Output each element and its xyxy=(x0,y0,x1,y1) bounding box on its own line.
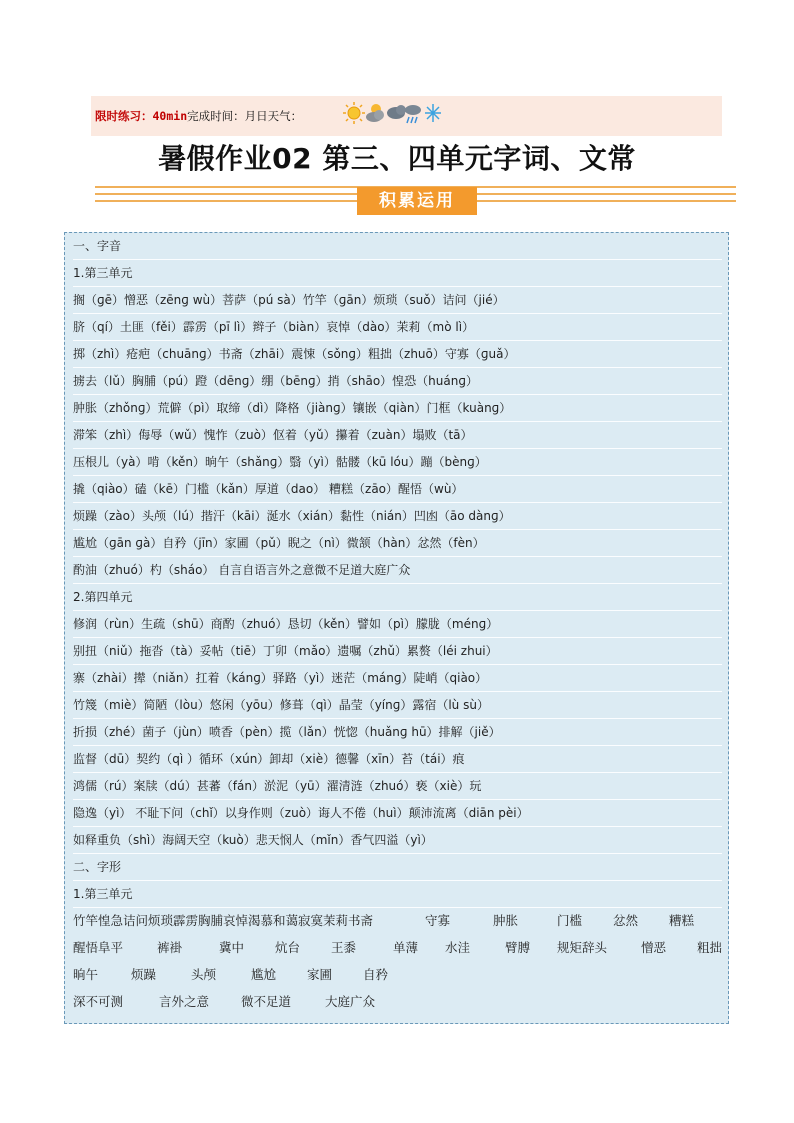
word-item: 肿胀 xyxy=(493,913,519,928)
word-row xyxy=(73,962,724,988)
word-item: 深不可测 xyxy=(73,994,124,1009)
content-line: 1.第三单元 xyxy=(73,260,722,287)
word-row xyxy=(73,989,724,1015)
content-line: 烦躁（zào）头颅（lú）揩汗（kāi）涎水（xián）黏性（nián）凹凼（āo dànɡ） xyxy=(73,503,722,530)
content-line: 鸿儒（rú）案牍（dú）甚蕃（fán）淤泥（yū）濯清涟（zhuó）亵（xiè）玩 xyxy=(73,773,722,800)
header-banner xyxy=(91,96,722,136)
content-line: 掷（zhì）疮疤（chuānɡ）书斋（zhāi）震悚（sǒnɡ）粗拙（zhuō）守寡（ɡuǎ） xyxy=(73,341,722,368)
word-item: 单薄 xyxy=(393,940,419,955)
weather-icons xyxy=(343,98,443,132)
content-line: 一、字音 xyxy=(73,233,722,260)
content-line: 竹篾（miè）简陋（lòu）悠闲（yōu）修葺（qì）晶莹（yínɡ）露宿（lù sù） xyxy=(73,692,722,719)
word-item: 竹竿惶急诘问烦琐霹雳胸脯哀悼渴慕和蔼寂寞茉莉书斋 xyxy=(73,913,374,928)
word-item: 守寡 xyxy=(425,913,451,928)
content-line: 滞笨（zhì）侮辱（wǔ）愧怍（zuò）伛着（yǔ）攥着（zuàn）塌败（tā） xyxy=(73,422,722,449)
content-line: 酌油（zhuó）杓（sháo） 自言自语言外之意微不足道大庭广众 xyxy=(73,557,722,584)
limit-time: 40min xyxy=(152,109,188,123)
word-item: 微不足道 xyxy=(241,994,292,1009)
word-item: 门槛 xyxy=(557,913,583,928)
sun-icon xyxy=(343,102,365,124)
word-item: 王黍 xyxy=(331,940,357,955)
cloud-icon xyxy=(387,105,406,119)
word-item: 炕台 xyxy=(275,940,301,955)
word-item: 家圃 xyxy=(307,967,333,982)
word-item: 憎恶 xyxy=(641,940,667,955)
word-item: 自矜 xyxy=(363,967,389,982)
word-item: 忿然 xyxy=(613,913,639,928)
snowflake-icon xyxy=(425,104,441,122)
word-item: 糟糕 xyxy=(669,913,695,928)
content-box xyxy=(64,232,729,1024)
content-line: 二、字形 xyxy=(73,854,722,881)
word-item: 臂膊 xyxy=(505,940,531,955)
content-line: 监督（dū）契约（qì ）循环（xún）卸却（xiè）德馨（xīn）苔（tái）痕 xyxy=(73,746,722,773)
section-tag: 积累运用 xyxy=(357,187,477,215)
content-line: 修润（rùn）生疏（shū）商酌（zhuó）恳切（kěn）譬如（pì）朦胧（ménɡ） xyxy=(73,611,722,638)
finish-label: 完成时间： xyxy=(187,109,245,123)
limit-label: 限时练习： xyxy=(95,109,153,123)
page-title: 暑假作业02 第三、四单元字词、文常 xyxy=(158,142,636,175)
content-line: 搁（ɡē）憎恶（zēnɡ wù）菩萨（pú sà）竹竿（ɡān）烦琐（suǒ）诘问（jié） xyxy=(73,287,722,314)
word-row xyxy=(73,908,724,934)
date-label: 月日天气： xyxy=(244,109,303,123)
content-line: 撬（qiào）磕（kē）门槛（kǎn）厚道（dao） 糟糕（zāo）醒悟（wù） xyxy=(73,476,722,503)
word-item: 大庭广众 xyxy=(325,994,376,1009)
word-item: 裤褂 xyxy=(157,940,183,955)
content-line: 隐逸（yì） 不耻下问（chǐ）以身作则（zuò）诲人不倦（huì）颠沛流离（diān pèi） xyxy=(73,800,722,827)
word-row xyxy=(73,935,724,961)
word-item: 粗拙 xyxy=(697,940,723,955)
rain-icon xyxy=(405,105,421,123)
partly-cloudy-icon xyxy=(366,104,384,122)
word-item: 言外之意 xyxy=(159,994,210,1009)
content-line: 掳去（lǔ）胸脯（pú）蹬（dēnɡ）绷（bēnɡ）捎（shāo）惶恐（huánɡ） xyxy=(73,368,722,395)
word-item: 规矩辞头 xyxy=(557,940,608,955)
content-line: 折损（zhé）菌子（jùn）喷香（pèn）揽（lǎn）恍惚（huǎnɡ hū）排解（jiě） xyxy=(73,719,722,746)
word-item: 水洼 xyxy=(445,940,471,955)
word-item: 冀中 xyxy=(219,940,245,955)
content-line: 寨（zhài）撵（niǎn）扛着（kánɡ）驿路（yì）迷茫（mánɡ）陡峭（qiào） xyxy=(73,665,722,692)
content-line: 2.第四单元 xyxy=(73,584,722,611)
content-line: 脐（qí）土匪（fěi）霹雳（pī lì）辫子（biàn）哀悼（dào）茉莉（mò lì） xyxy=(73,314,722,341)
header-text xyxy=(95,109,302,123)
word-item: 烦躁 xyxy=(131,967,157,982)
word-item: 头颅 xyxy=(191,967,217,982)
content-line: 别扭（niǔ）拖沓（tà）妥帖（tiē）丁卯（mǎo）遗嘱（zhǔ）累赘（léi zhui） xyxy=(73,638,722,665)
content-line: 压根儿（yà）啃（kěn）晌午（shǎnɡ）翳（yì）骷髅（kū lóu）蹦（bènɡ） xyxy=(73,449,722,476)
word-item: 醒悟阜平 xyxy=(73,940,124,955)
content-line: 如释重负（shì）海阔天空（kuò）悲天悯人（mǐn）香气四溢（yì） xyxy=(73,827,722,854)
content-line: 1.第三单元 xyxy=(73,881,722,908)
content-line: 肿胀（zhǒnɡ）荒僻（pì）取缔（dì）降格（jiànɡ）镶嵌（qiàn）门框（kuànɡ） xyxy=(73,395,722,422)
word-item: 尴尬 xyxy=(251,967,277,982)
word-item: 晌午 xyxy=(73,967,99,982)
content-line: 尴尬（ɡān ɡà）自矜（jīn）家圃（pǔ）睨之（nì）微颔（hàn）忿然（fèn） xyxy=(73,530,722,557)
